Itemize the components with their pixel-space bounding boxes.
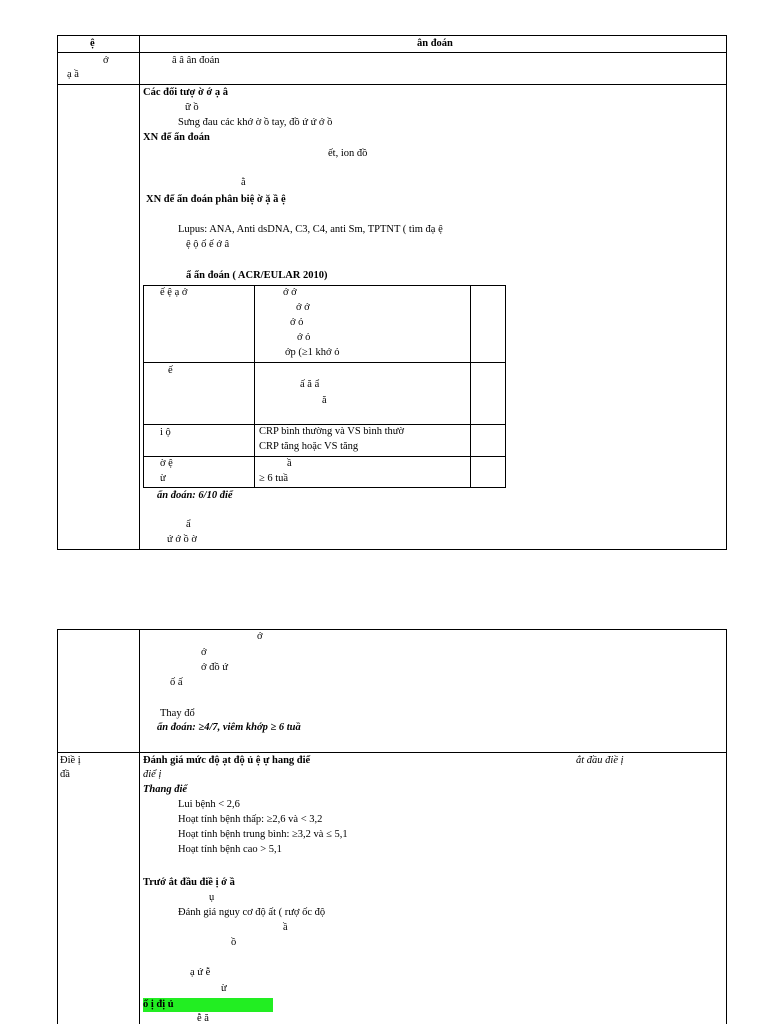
- criteria-row3-item: CRP bình thường và VS bình thườ: [259, 426, 405, 437]
- criteria-row1-left: ế ệ ạ ớ: [160, 287, 188, 298]
- line-b: Sưng đau các khớ ờ ồ tay, đồ ứ ứ ớ ồ: [178, 117, 333, 128]
- criteria-row4-left: ờ ệ: [160, 458, 173, 469]
- t2-line: ớ đồ ứ: [201, 662, 228, 673]
- criteria-row1-item: ớp (≥1 khớ ỏ: [285, 347, 340, 358]
- end-line-2: ứ ớ ồ ờ: [167, 534, 197, 545]
- t2-left-label-2: đầ: [60, 769, 70, 780]
- line-a: ữ ồ: [185, 102, 199, 113]
- before-line: ừ: [221, 983, 227, 994]
- scale-item: Hoạt tính bệnh thấp: ≥2,6 và < 3,2: [178, 814, 323, 825]
- row1-left-1: ớ: [103, 55, 109, 66]
- criteria-title: ẩ ẩn đoán ( ACR/EULAR 2010): [186, 270, 328, 281]
- row1-left-2: ạ ầ: [67, 69, 79, 80]
- last-line: ễ ă: [197, 1013, 209, 1024]
- t2-change: Thay đổ: [160, 708, 195, 719]
- row1-right: â â ân đoán: [172, 55, 220, 66]
- lupus-line-2: ệ ộ ố ế ớ â: [186, 239, 230, 250]
- t2-line: ớ: [201, 647, 207, 658]
- xn-title: XN để ẩn đoán: [143, 132, 210, 143]
- highlighted-line: ố ị đị ủ: [143, 998, 273, 1012]
- criteria-row2-left: ế: [168, 365, 173, 376]
- before-line: ầ: [283, 922, 288, 933]
- lupus-line: Lupus: ANA, Anti dsDNA, C3, C4, anti Sm, TPTNT ( tìm đạ ệ: [178, 224, 443, 235]
- criteria-row1-item: ớ ỏ: [297, 332, 311, 343]
- t2-dx-line: ẩn đoán: ≥4/7, viêm khớp ≥ 6 tuầ: [157, 722, 301, 733]
- before-title: Trướ ắt đầu điề ị ớ ầ: [143, 877, 235, 888]
- criteria-row4-item: ầ: [287, 458, 292, 469]
- eval-line-2: điể ị: [143, 769, 162, 780]
- criteria-row1-item: ớ ỏ: [290, 317, 304, 328]
- table-header-left: ệ: [90, 38, 95, 49]
- eval-right: ắt đầu điề ị: [576, 755, 624, 766]
- t2-left-label-1: Điề ị: [60, 755, 81, 766]
- line-d: ằ: [241, 177, 246, 188]
- criteria-row2-item: ă: [322, 395, 327, 406]
- end-line-1: ẩ: [186, 519, 191, 530]
- criteria-row3-item: CRP tăng hoặc VS tăng: [259, 441, 359, 452]
- line-c: ết, ion đồ: [328, 148, 368, 159]
- scale-item: Lui bệnh < 2,6: [178, 799, 240, 810]
- before-line: Đánh giá nguy cơ độ ất ( rượ ốc độ: [178, 907, 326, 918]
- eval-title: Đánh giá mức độ ạt độ ủ ệ ự hang điể: [143, 755, 311, 766]
- before-line: ồ: [231, 937, 237, 948]
- criteria-row4-item: ≥ 6 tuầ: [259, 473, 289, 484]
- table-header-right: ân đoán: [417, 38, 453, 49]
- scale-item: Hoạt tính bệnh trung bình: ≥3,2 và ≤ 5,1: [178, 829, 348, 840]
- scale-title: Thang điể: [143, 784, 188, 795]
- criteria-row3-left: i ộ: [160, 427, 171, 438]
- t2-line: ố ấ: [170, 677, 183, 688]
- dx-score: ẩn đoán: 6/10 điể: [157, 490, 233, 501]
- objects-title: Các đối tượ ờ ớ ạ â: [143, 87, 228, 98]
- criteria-row2-item: ấ ă ẩ: [300, 379, 320, 390]
- before-line: ụ: [209, 892, 215, 903]
- criteria-row4-left: ừ: [160, 473, 166, 484]
- criteria-row1-item: ớ ớ: [283, 287, 297, 298]
- t2-line: ớ: [257, 631, 263, 642]
- scale-item: Hoạt tính bệnh cao > 5,1: [178, 844, 282, 855]
- xn-diff-title: XN để ẩn đoán phân biệ ờ ặ ầ ệ: [146, 194, 286, 205]
- before-line: ạ ứ ễ: [190, 967, 211, 978]
- criteria-row1-item: ớ ớ: [296, 302, 310, 313]
